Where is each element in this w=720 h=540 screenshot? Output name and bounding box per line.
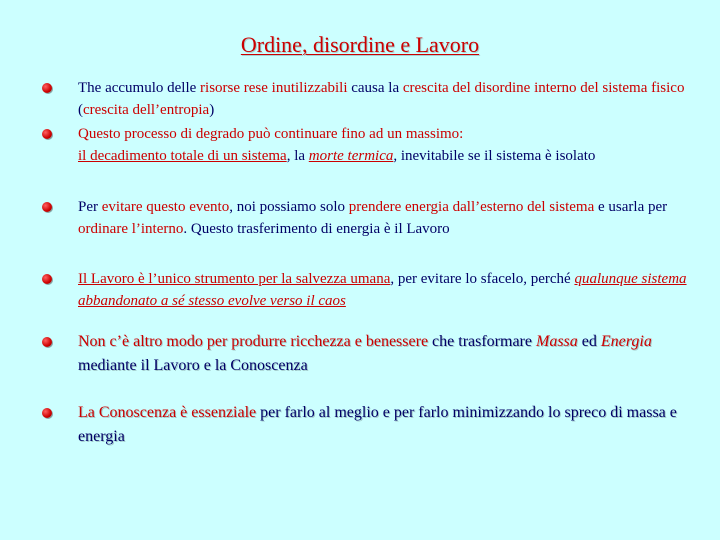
text-segment: per farlo al meglio e per farlo minimizzando lo spreco di massa e energia xyxy=(78,404,677,445)
text-segment: La Conoscenza è essenziale xyxy=(78,404,257,421)
slide-title: Ordine, disordine e Lavoro xyxy=(240,32,480,57)
text-segment: Energia xyxy=(600,333,652,350)
text-segment: , noi possiamo solo xyxy=(229,199,349,215)
text-segment: , la xyxy=(286,148,309,164)
bullet-icon xyxy=(42,202,52,212)
bullet-icon xyxy=(42,274,52,284)
text-segment: mediante il Lavoro e la Conoscenza xyxy=(78,357,308,374)
text-segment: Non c’è altro modo per produrre ricchezza e benessere xyxy=(78,333,429,350)
text-segment: risorse rese inutilizzabili xyxy=(200,80,348,96)
bullet-text-5 xyxy=(78,330,698,378)
text-segment: , inevitabile se il sistema è isolato xyxy=(393,148,596,164)
text-segment: ( xyxy=(78,102,83,118)
text-segment: evitare questo evento xyxy=(101,199,230,215)
bullet-text-2 xyxy=(78,123,698,167)
text-segment: ordinare l’interno xyxy=(78,221,184,237)
bullet-text-4 xyxy=(78,268,698,312)
bullet-icon xyxy=(42,337,52,347)
text-segment: crescita del disordine interno del sistema fisico xyxy=(402,80,685,96)
text-segment: Questo processo di degrado può continuare fino ad un massimo: xyxy=(78,126,464,142)
text-segment: The accumulo delle xyxy=(78,80,201,96)
text-segment: ed xyxy=(577,333,601,350)
text-segment: Massa xyxy=(535,333,578,350)
text-segment: . Questo trasferimento di energia è il Lavoro xyxy=(183,221,450,237)
bullet-icon xyxy=(42,408,52,418)
text-segment: crescita dell’entropia xyxy=(83,102,210,118)
text-segment: Per xyxy=(78,199,102,215)
text-segment: ) xyxy=(209,102,215,118)
text-segment: il decadimento totale di un sistema xyxy=(78,148,287,164)
text-segment: e usarla per xyxy=(594,199,668,215)
bullet-text-6 xyxy=(78,401,698,449)
text-segment: prendere energia dall’esterno del sistema xyxy=(348,199,595,215)
text-segment: che trasformare xyxy=(428,333,536,350)
text-segment: morte termica xyxy=(308,148,394,164)
text-segment: causa la xyxy=(347,80,403,96)
bullet-icon xyxy=(42,83,52,93)
text-segment: Il Lavoro è l’unico strumento per la salvezza umana xyxy=(78,271,391,287)
bullet-text-3 xyxy=(78,196,698,240)
text-segment: , per evitare lo sfacelo, perché xyxy=(390,271,575,287)
bullet-icon xyxy=(42,129,52,139)
bullet-text-1 xyxy=(78,77,698,121)
text-segment: qualunque sistema abbandonato a sé stesso evolve verso il caos xyxy=(78,271,687,309)
